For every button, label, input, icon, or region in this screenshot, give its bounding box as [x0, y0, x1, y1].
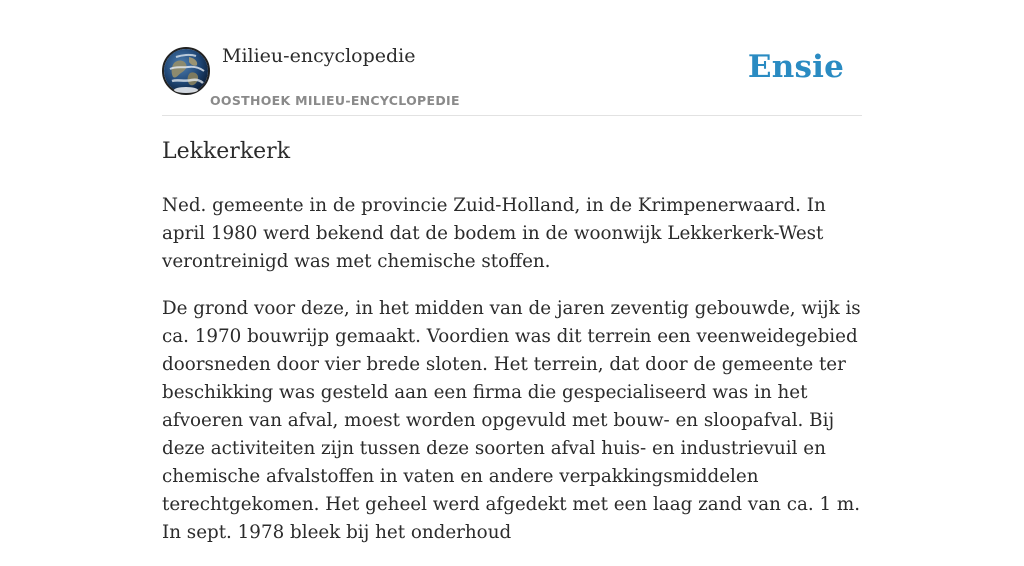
brand-logo[interactable]: Ensie: [747, 49, 844, 85]
article-title: Lekkerkerk: [162, 139, 291, 164]
site-header: [162, 0, 862, 116]
page: [162, 0, 862, 543]
site-subtitle[interactable]: OOSTHOEK MILIEU-ENCYCLOPEDIE: [210, 93, 460, 108]
site-name[interactable]: Milieu-encyclopedie: [222, 45, 416, 67]
article-paragraph: Ned. gemeente in de provincie Zuid-Holland, in de Krimpenerwaard. In april 1980 werd bekend dat de bodem in de woonwijk Lekkerkerk-West verontreinigd was met chemische stoffen.: [162, 195, 826, 272]
article-paragraph: De grond voor deze, in het midden van de jaren zeventig gebouwde, wijk is ca. 1970 bouwrijp gemaakt. Voordien was dit terrein een veenweidegebied doorsneden door vier brede sloten. Het terrein, dat door de gemeente ter beschikking was gesteld aan een firma die gespecialiseerd was in het afvoeren van afval, moest worden opgevuld met bouw- en sloopafval. Bij deze activiteiten zijn tussen deze soorten afval huis- en industrievuil en chemische afvalstoffen in vaten en andere verpakkingsmiddelen terechtgekomen. Het geheel werd afgedekt met een laag zand van ca. 1 m. In sept. 1978 bleek bij het onderhoud: [162, 298, 861, 543]
earth-globe-graphic: [164, 49, 208, 93]
article-body: [162, 192, 862, 566]
earth-globe-icon[interactable]: [162, 47, 210, 95]
